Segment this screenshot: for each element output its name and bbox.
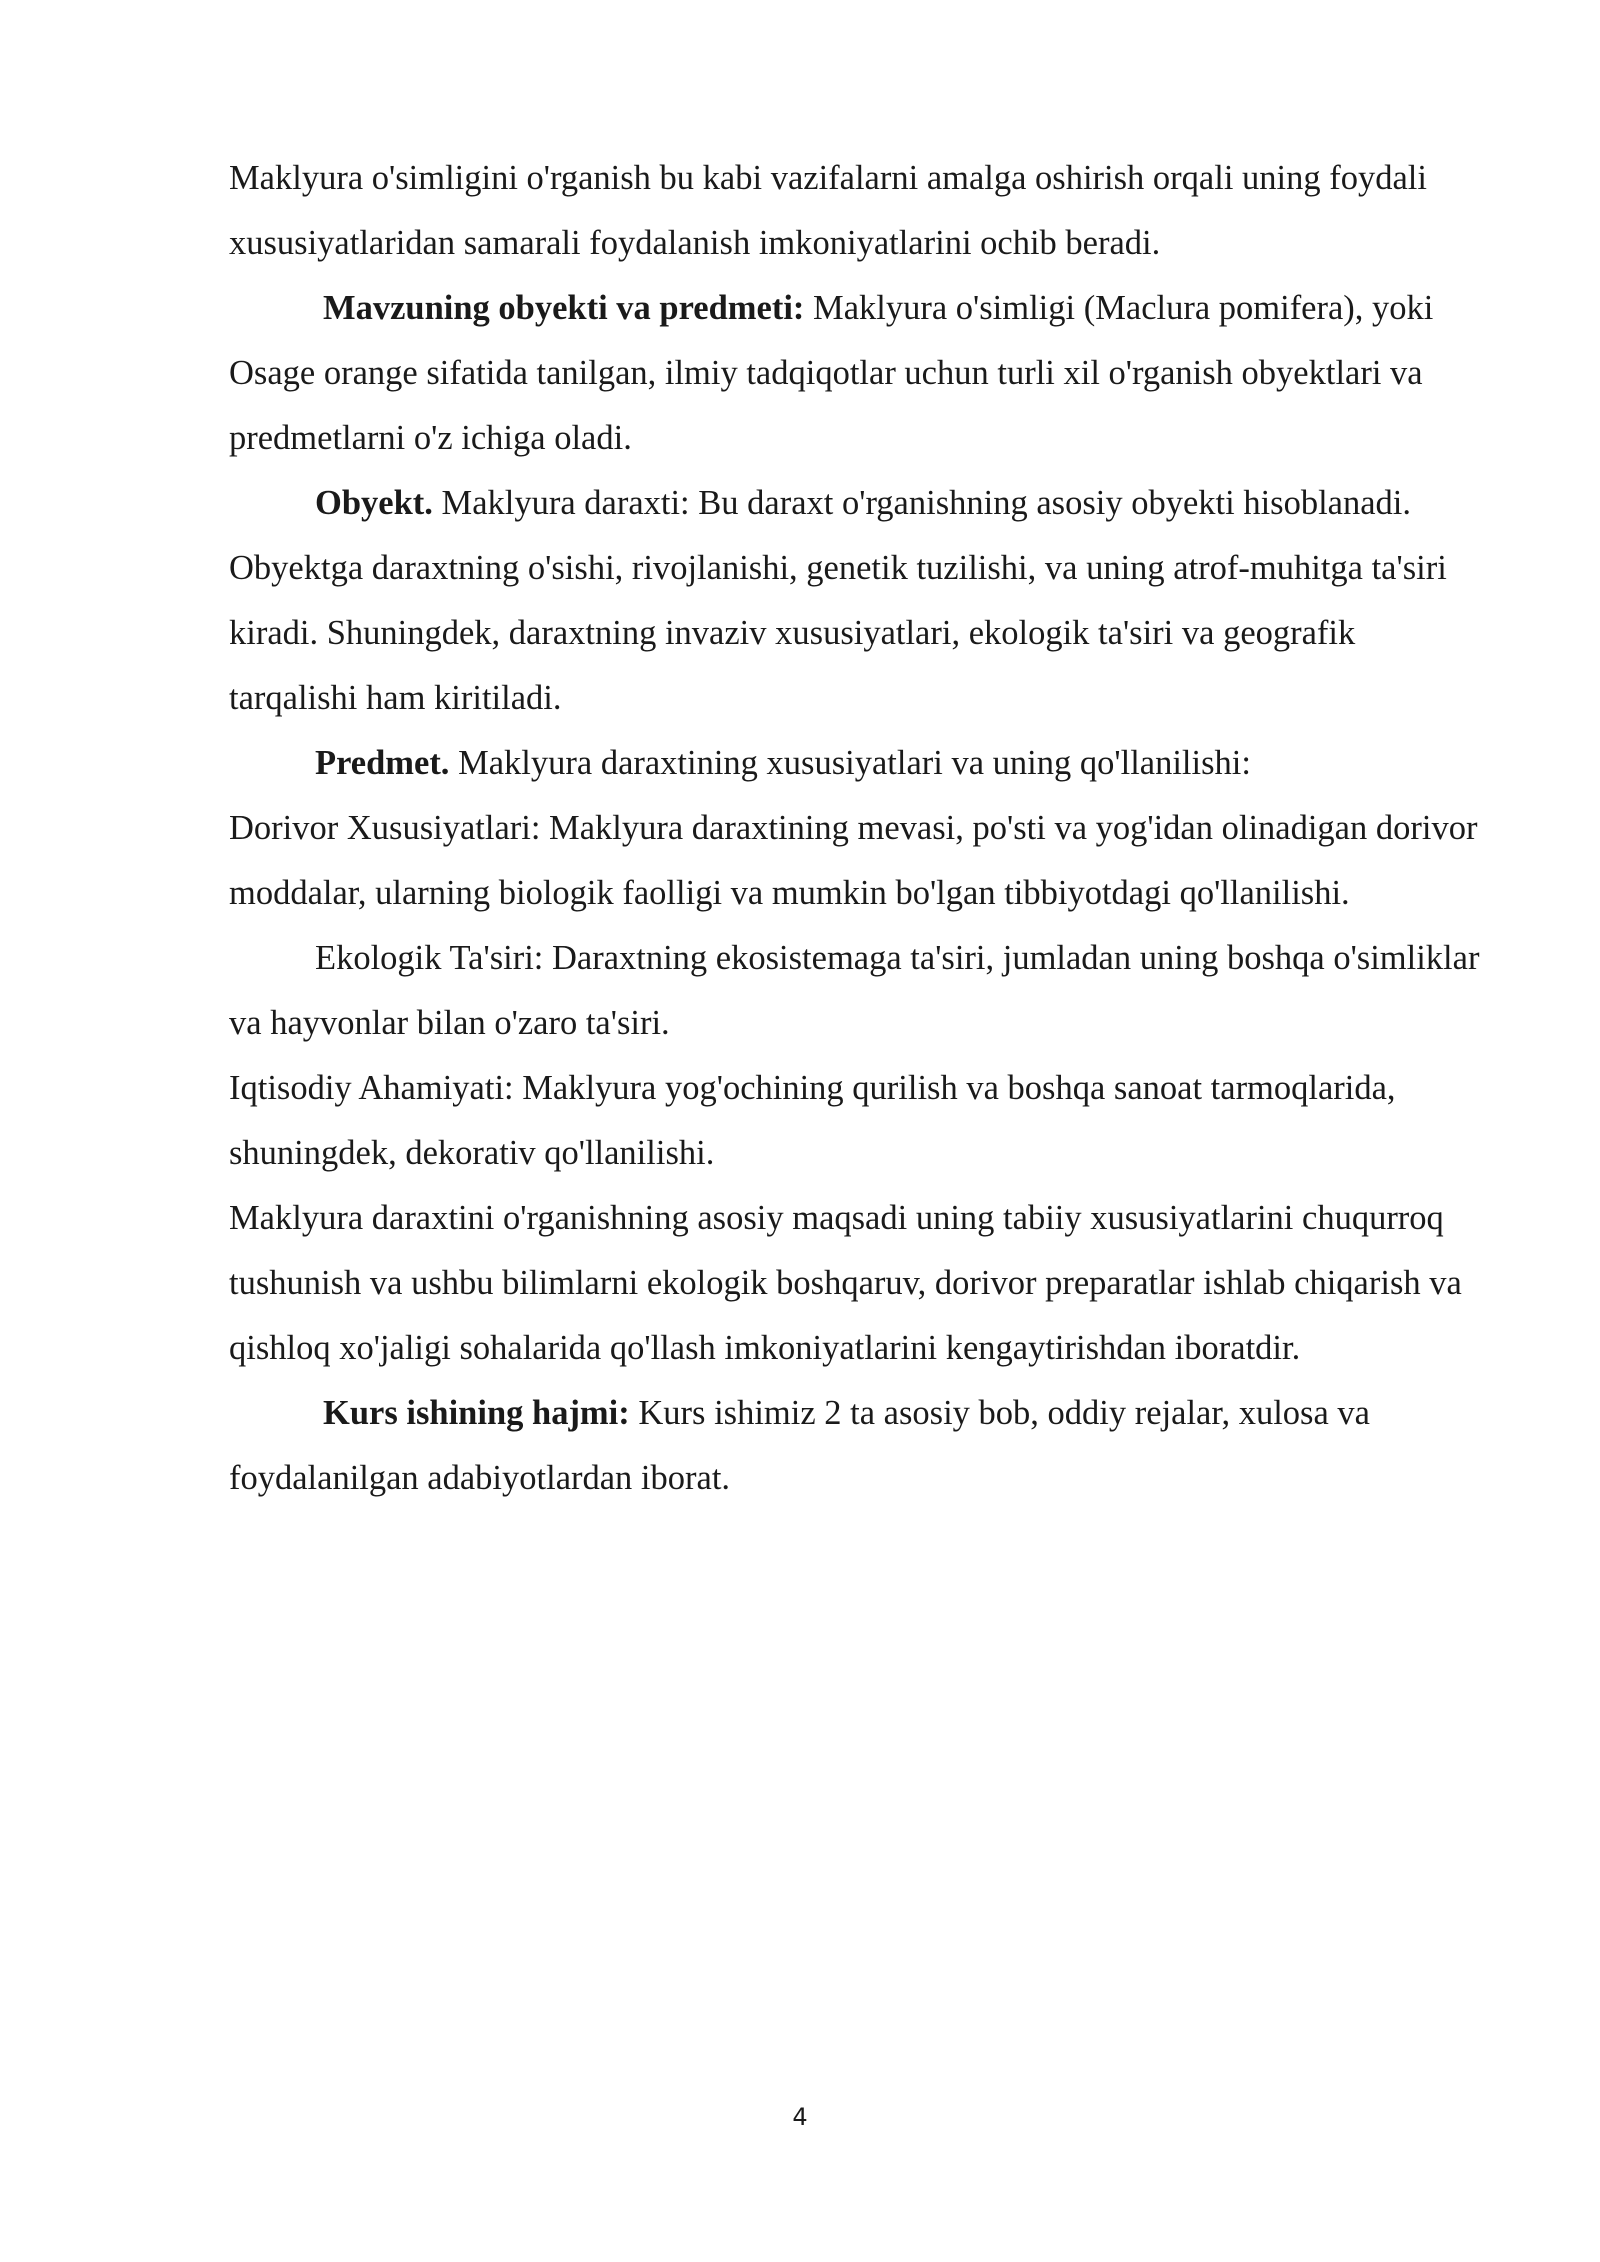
paragraph-economic: [229, 1056, 1491, 1186]
paragraph-medicinal: [229, 796, 1491, 926]
paragraph-subject: [229, 731, 1491, 796]
paragraph-subject-text: Maklyura daraxtining xususiyatlari va uning qo'llanilishi:: [449, 744, 1251, 782]
paragraph-ecological: [229, 926, 1491, 1056]
paragraph-intro: [229, 146, 1491, 276]
paragraph-volume-text: Kurs ishimiz 2 ta asosiy bob, oddiy rejalar, xulosa va foydalanilgan adabiyotlardan iborat.: [229, 1394, 1370, 1497]
paragraph-object-text: Maklyura daraxti: Bu daraxt o'rganishning asosiy obyekti hisoblanadi. Obyektga daraxtning o'sishi, rivojlanishi, genetik tuzilishi, va uning atrof-muhitga ta'siri kiradi. Shuningdek, daraxtning invaziv xususiyatlari, ekologik ta'siri va geografik tarqalishi ham kiritiladi.: [229, 484, 1447, 717]
paragraph-medicinal-text: Dorivor Xususiyatlari: Maklyura daraxtining mevasi, po'sti va yog'idan olinadigan dorivor moddalar, ularning biologik faolligi va mumkin bo'lgan tibbiyotdagi qo'llanilishi.: [229, 809, 1478, 912]
paragraph-object-subject-text: Maklyura o'simligi (Maclura pomifera), yoki Osage orange sifatida tanilgan, ilmiy tadqiqotlar uchun turli xil o'rganish obyektlari va predmetlarni o'z ichiga oladi.: [229, 289, 1434, 457]
paragraph-ecological-text: Ekologik Ta'siri: Daraxtning ekosistemaga ta'siri, jumladan uning boshqa o'simliklar va hayvonlar bilan o'zaro ta'siri.: [229, 939, 1480, 1042]
page-number: 4: [792, 2103, 808, 2131]
paragraph-intro-text: Maklyura o'simligini o'rganish bu kabi vazifalarni amalga oshirish orqali uning foydali xususiyatlaridan samarali foydalanish imkoniyatlarini ochib beradi.: [229, 159, 1427, 262]
section-heading-subject: Predmet.: [315, 744, 450, 782]
paragraph-object: [229, 471, 1491, 731]
body-text: [229, 146, 1491, 1511]
paragraph-economic-text: Iqtisodiy Ahamiyati: Maklyura yog'ochining qurilish va boshqa sanoat tarmoqlarida, shuningdek, dekorativ qo'llanilishi.: [229, 1069, 1396, 1172]
section-heading-object: Obyekt.: [315, 484, 433, 522]
paragraph-goal: [229, 1186, 1491, 1381]
paragraph-goal-text: Maklyura daraxtini o'rganishning asosiy maqsadi uning tabiiy xususiyatlarini chuqurroq tushunish va ushbu bilimlarni ekologik boshqaruv, dorivor preparatlar ishlab chiqarish va qishloq xo'jaligi sohalarida qo'llash imkoniyatlarini kengaytirishdan iboratdir.: [229, 1199, 1462, 1367]
section-heading-object-subject: Mavzuning obyekti va predmeti:: [323, 289, 805, 327]
paragraph-object-subject: [229, 276, 1491, 471]
section-heading-volume: Kurs ishining hajmi:: [323, 1394, 630, 1432]
paragraph-volume: [229, 1381, 1491, 1511]
